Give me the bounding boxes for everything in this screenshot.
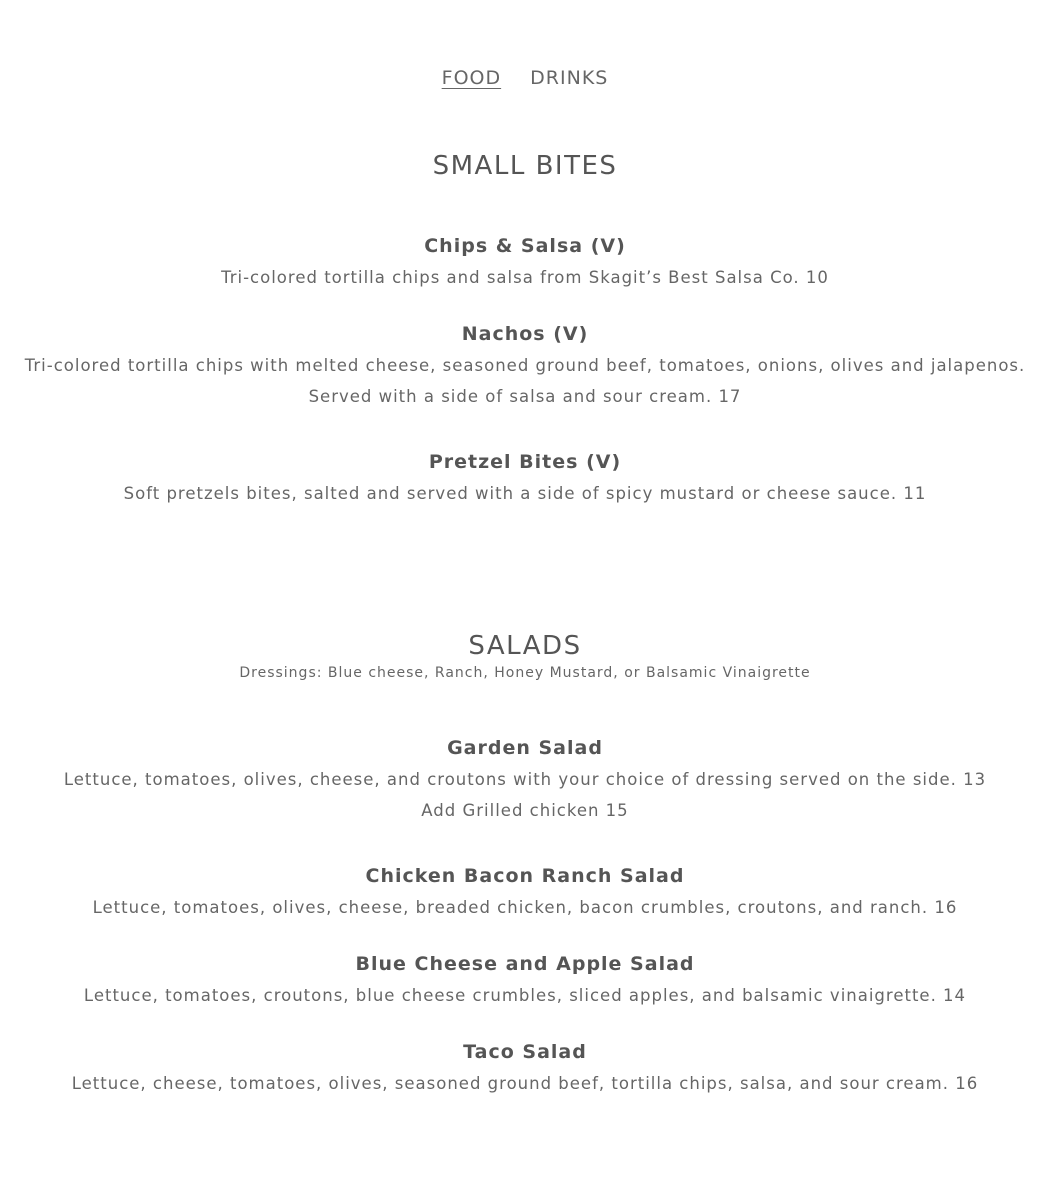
menu-item <box>0 863 1050 923</box>
tab-food[interactable]: FOOD <box>441 67 502 89</box>
item-name: Blue Cheese and Apple Salad <box>355 953 695 975</box>
item-name: Garden Salad <box>447 737 603 759</box>
menu-item <box>0 233 1050 293</box>
item-name: Taco Salad <box>463 1041 587 1063</box>
menu-tabs <box>0 66 1050 90</box>
menu-item <box>0 735 1050 826</box>
dressings-note: Dressings: Blue cheese, Ranch, Honey Mustard, or Balsamic Vinaigrette <box>239 665 811 681</box>
salads-heading: SALADS <box>468 631 582 661</box>
item-description: Lettuce, tomatoes, olives, cheese, and croutons with your choice of dressing served on the side. 13 <box>63 770 987 789</box>
item-name: Chips & Salsa (V) <box>424 235 626 257</box>
item-description: Lettuce, cheese, tomatoes, olives, seasoned ground beef, tortilla chips, salsa, and sour cream. 16 <box>71 1074 979 1093</box>
item-description: Tri-colored tortilla chips with melted cheese, seasoned ground beef, tomatoes, onions, olives and jalapenos. <box>24 356 1026 375</box>
menu-item <box>0 449 1050 509</box>
menu-item <box>0 1039 1050 1099</box>
item-description: Soft pretzels bites, salted and served with a side of spicy mustard or cheese sauce. 11 <box>123 484 927 503</box>
small-bites-heading: SMALL BITES <box>432 151 618 181</box>
item-name: Nachos (V) <box>461 323 589 345</box>
tab-drinks[interactable]: DRINKS <box>530 67 609 89</box>
menu-item <box>0 321 1050 412</box>
item-name: Pretzel Bites (V) <box>428 451 622 473</box>
item-description: Lettuce, tomatoes, olives, cheese, breaded chicken, bacon crumbles, croutons, and ranch. 16 <box>92 898 958 917</box>
menu-item <box>0 951 1050 1011</box>
item-name: Chicken Bacon Ranch Salad <box>365 865 685 887</box>
item-description: Tri-colored tortilla chips and salsa from Skagit’s Best Salsa Co. 10 <box>221 268 829 287</box>
item-description-extra: Served with a side of salsa and sour cream. 17 <box>308 387 742 406</box>
item-description: Lettuce, tomatoes, croutons, blue cheese crumbles, sliced apples, and balsamic vinaigrette. 14 <box>83 986 967 1005</box>
item-add-on: Add Grilled chicken 15 <box>421 801 629 820</box>
